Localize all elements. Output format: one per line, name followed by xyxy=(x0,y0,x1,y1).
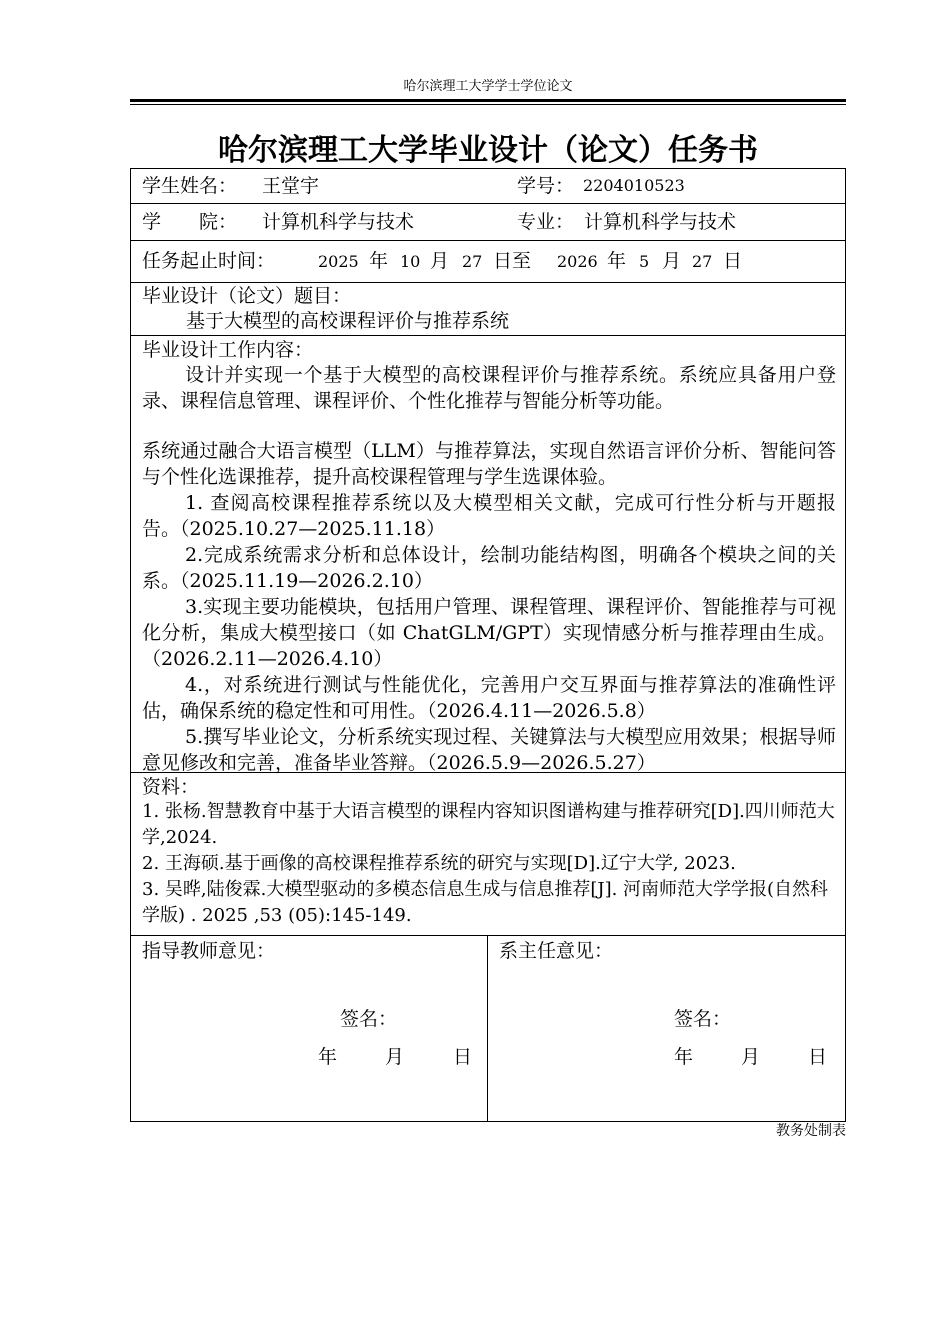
reference-item-3: 3. 吴晔,陆俊霖.大模型驱动的多模态信息生成与信息推荐[J]. 河南师范大学学报(自然科学版) . 2025 ,53 (05):145-149. xyxy=(142,879,829,926)
topic-value: 基于大模型的高校课程评价与推荐系统 xyxy=(186,310,510,332)
director-opinion-label: 系主任意见： xyxy=(499,940,614,962)
start-day: 27 xyxy=(462,252,483,271)
advisor-month-char: 月 xyxy=(385,1046,405,1068)
major-value: 计算机科学与技术 xyxy=(584,211,737,233)
school-row xyxy=(131,204,845,241)
content-label: 毕业设计工作内容： xyxy=(142,339,314,361)
end-day: 27 xyxy=(692,252,713,271)
content-row xyxy=(131,336,845,773)
end-month-char: 月 xyxy=(662,250,682,272)
reference-item-1: 1. 张杨.智慧教育中基于大语言模型的课程内容知识图谱构建与推荐研究[D].四川师范大学,2024. xyxy=(142,801,835,848)
start-month-char: 月 xyxy=(430,250,450,272)
content-intro: 设计并实现一个基于大模型的高校课程评价与推荐系统。系统应具备用户登录、课程信息管理、课程评价、个性化推荐与智能分析等功能。 xyxy=(142,364,836,412)
student-id-value: 2204010523 xyxy=(583,176,685,195)
major-label: 专业： xyxy=(517,211,575,233)
footer-note: 教务处制表 xyxy=(776,1123,846,1139)
task-item-1: 1. 查阅高校课程推荐系统以及大模型相关文献，完成可行性分析与开题报告。（2025.10.27—2025.11.18） xyxy=(142,492,836,540)
advisor-year-char: 年 xyxy=(318,1046,338,1068)
topic-row xyxy=(131,283,845,336)
task-item-2: 2.完成系统需求分析和总体设计，绘制功能结构图，明确各个模块之间的关系。（2025.11.19—2026.2.10） xyxy=(142,544,836,592)
director-day-char: 日 xyxy=(808,1046,828,1068)
start-year-char: 年 xyxy=(369,250,389,272)
director-sign-label: 签名： xyxy=(674,1008,732,1030)
document-title: 哈尔滨理工大学毕业设计（论文）任务书 xyxy=(218,133,758,168)
task-item-3: 3.实现主要功能模块，包括用户管理、课程管理、课程评价、智能推荐与可视化分析，集成大模型接口（如 ChatGLM/GPT）实现情感分析与推荐理由生成。（2026.2.11—2026.4.10） xyxy=(142,596,836,670)
end-month: 5 xyxy=(639,252,650,271)
start-day-to: 日至 xyxy=(493,250,532,272)
task-item-4: 4.，对系统进行测试与性能优化，完善用户交互界面与推荐算法的准确性评估，确保系统的稳定性和可用性。（2026.4.11—2026.5.8） xyxy=(142,674,836,722)
header-rule-thick xyxy=(130,99,846,102)
start-year: 2025 xyxy=(318,252,359,271)
advisor-sign-label: 签名： xyxy=(340,1008,398,1030)
running-header: 哈尔滨理工大学学士学位论文 xyxy=(403,79,573,94)
director-year-char: 年 xyxy=(674,1046,694,1068)
school-value: 计算机科学与技术 xyxy=(262,211,415,233)
reference-item-2: 2. 王海硕.基于画像的高校课程推荐系统的研究与实现[D].辽宁大学, 2023. xyxy=(142,853,736,874)
topic-label: 毕业设计（论文）题目： xyxy=(142,285,352,307)
references-row xyxy=(131,773,845,936)
task-form-table xyxy=(130,168,846,1122)
signature-divider xyxy=(487,935,488,1121)
student-name-value: 王堂宇 xyxy=(262,175,320,197)
task-item-5: 5.撰写毕业论文，分析系统实现过程、关键算法与大模型应用效果；根据导师意见修改和完善，准备毕业答辩。（2026.5.9—2026.5.27） xyxy=(142,726,836,774)
student-id-label: 学号： xyxy=(517,175,575,197)
student-row xyxy=(131,169,845,204)
period-label: 任务起止时间： xyxy=(142,250,276,272)
header-rule-thin xyxy=(130,104,846,105)
period-row xyxy=(131,241,845,283)
references-label: 资料： xyxy=(142,776,200,798)
director-month-char: 月 xyxy=(741,1046,761,1068)
advisor-opinion-label: 指导教师意见： xyxy=(142,940,276,962)
student-name-label: 学生姓名： xyxy=(142,175,238,197)
advisor-day-char: 日 xyxy=(453,1046,473,1068)
start-month: 10 xyxy=(400,252,421,271)
school-label: 学 院： xyxy=(142,211,238,233)
content-summary: 系统通过融合大语言模型（LLM）与推荐算法，实现自然语言评价分析、智能问答与个性化选课推荐，提升高校课程管理与学生选课体验。 xyxy=(142,440,836,488)
end-year: 2026 xyxy=(557,252,598,271)
end-year-char: 年 xyxy=(607,250,627,272)
end-day-char: 日 xyxy=(723,250,743,272)
